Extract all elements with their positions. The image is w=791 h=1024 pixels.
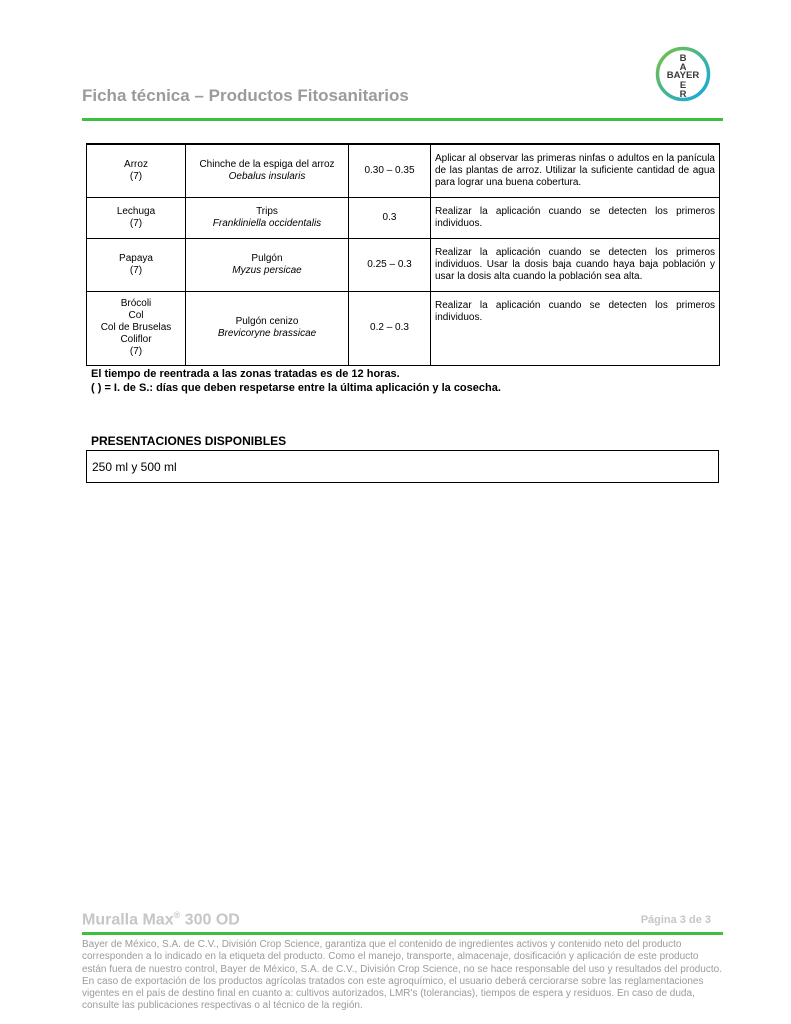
dose-cell: 0.2 – 0.3 [349,291,431,365]
dose-table [86,143,720,366]
pest-cell: Trips Frankliniella occidentalis [186,197,349,238]
page-title: Ficha técnica – Productos Fitosanitarios [82,86,409,105]
dose-cell: 0.3 [349,197,431,238]
logo-wordmark: BAYER [666,70,700,81]
bayer-cross-logo-icon [655,46,711,102]
instructions-cell: Realizar la aplicación cuando se detecten los primeros individuos. [431,291,720,365]
svg-text:R: R [679,89,687,100]
page-number: Página 3 de 3 [640,914,711,926]
presentations-value: 250 ml y 500 ml [92,460,177,474]
footer-divider [82,932,723,935]
pest-cell: Chinche de la espiga del arroz Oebalus insularis [186,144,349,197]
svg-text:B: B [679,53,687,64]
bayer-logo [655,46,711,102]
footer-product-name: Muralla Max® 300 OD [82,910,240,929]
table-row [87,197,720,238]
crop-cell: Arroz (7) [87,144,186,197]
dose-cell: 0.30 – 0.35 [349,144,431,197]
instructions-cell: Realizar la aplicación cuando se detecten los primeros individuos. Usar la dosis baja cuando haya baja población y usar la dosis alta cuando la población sea alta. [431,238,720,291]
svg-text:E: E [679,80,687,91]
instructions-cell: Aplicar al observar las primeras ninfas o adultos en la panícula de las plantas de arroz. Utilizar la suficiente cantidad de agua para lograr una buena cobertura. [431,144,720,197]
presentations-box [86,450,719,483]
table-row [87,238,720,291]
presentations-heading: PRESENTACIONES DISPONIBLES [91,434,287,448]
table-notes [91,367,501,395]
dose-cell: 0.25 – 0.3 [349,238,431,291]
reentry-note: El tiempo de reentrada a las zonas tratadas es de 12 horas. [91,368,400,380]
header-divider [82,118,723,121]
table-row [87,144,720,197]
pest-cell: Pulgón Myzus persicae [186,238,349,291]
svg-text:A: A [679,62,687,73]
crop-cell: Papaya (7) [87,238,186,291]
crop-cell: Lechuga (7) [87,197,186,238]
ls-definition-note: ( ) = I. de S.: días que deben respetarse entre la última aplicación y la cosecha. [91,382,501,394]
footer-disclaimer: Bayer de México, S.A. de C.V., División Crop Science, garantiza que el contenido de ingredientes activos y contenido neto del producto corresponden a lo indicado en la etiqueta del producto. Como el manejo, transporte, almacenaje, dosificación y aplicación de este producto están fuera de nuestro control, Bayer de México, S.A. de C.V., División Crop Science, no se hace responsable del uso y resultados del producto. En caso de exportación de los productos agrícolas tratados con este agroquímico, el usuario deberá cerciorarse sobre las reglamentaciones vigentes en el país de destino final en cuanto a: cultivos autorizados, LMR's (tolerancias), tiempos de espera y residuos. En caso de duda, consulte las publicaciones respectivas o al técnico de la región. [82,939,722,1012]
instructions-cell: Realizar la aplicación cuando se detecten los primeros individuos. [431,197,720,238]
crop-cell: Brócoli Col Col de Bruselas Coliflor (7) [87,291,186,365]
pest-cell: Pulgón cenizo Brevicoryne brassicae [186,291,349,365]
table-row [87,291,720,365]
